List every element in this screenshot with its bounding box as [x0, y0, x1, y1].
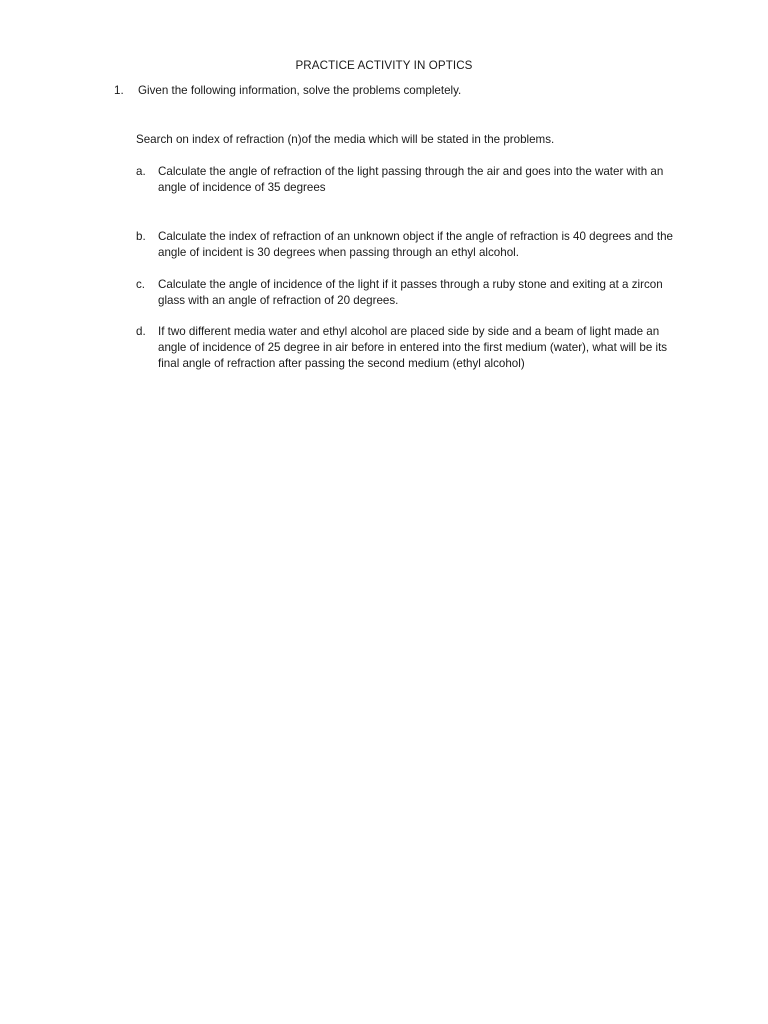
problem-text: Calculate the angle of incidence of the light if it passes through a ruby stone and exiting at a zircon glass with an angle of refraction of 20 degrees.: [158, 278, 663, 307]
instructions-text: Search on index of refraction (n)of the media which will be stated in the problems.: [136, 133, 555, 146]
problem-letter: a.: [136, 165, 146, 178]
problem-letter: b.: [136, 230, 146, 243]
problem-text: Calculate the index of refraction of an unknown object if the angle of refraction is 40 degrees and the angle of incident is 30 degrees when passing through an ethyl alcohol.: [158, 230, 673, 259]
problem-letter: d.: [136, 325, 146, 338]
problem-text: If two different media water and ethyl alcohol are placed side by side and a beam of light made an angle of incidence of 25 degree in air before in entered into the first medium (water), what will be its final angle of refraction after passing the second medium (ethyl alcohol): [158, 325, 668, 370]
document-title: PRACTICE ACTIVITY IN OPTICS: [295, 59, 473, 72]
question-number: 1.: [114, 84, 124, 97]
question-text: Given the following information, solve the problems completely.: [138, 84, 462, 97]
problem-text: Calculate the angle of refraction of the light passing through the air and goes into the water with an angle of incidence of 35 degrees: [158, 165, 664, 194]
problem-letter: c.: [136, 278, 146, 291]
